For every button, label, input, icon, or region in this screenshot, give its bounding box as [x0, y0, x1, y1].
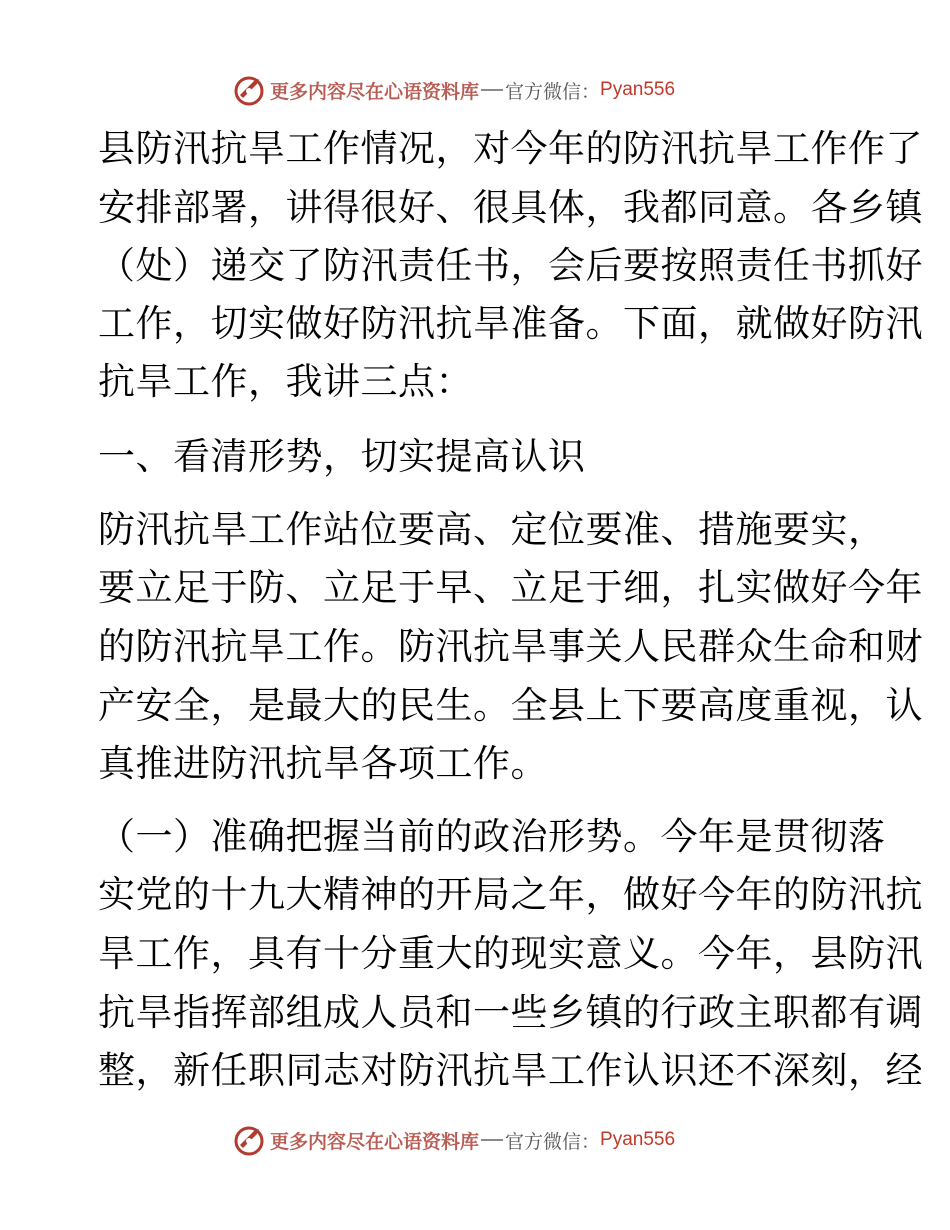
header-banner [232, 70, 732, 110]
body-line: 真推进防汛抗旱各项工作。 [98, 742, 548, 785]
body-line: （一）准确把握当前的政治形势。今年是贯彻落 [98, 815, 886, 858]
contact-label: 官方微信： [505, 1130, 601, 1153]
body-line: 要立足于防、立足于早、立足于细，扎实做好今年 [98, 566, 923, 609]
brand-logo-icon [232, 1123, 266, 1157]
body-line: 产安全，是最大的民生。全县上下要高度重视，认 [98, 684, 923, 727]
body-line: 实党的十九大精神的开局之年，做好今年的防汛抗 [98, 873, 923, 916]
body-line: 的防汛抗旱工作。防汛抗旱事关人民群众生命和财 [98, 625, 923, 668]
footer-banner [232, 1120, 732, 1160]
body-line: 安排部署，讲得很好、很具体，我都同意。各乡镇 [98, 186, 923, 229]
body-line: 旱工作，具有十分重大的现实意义。今年，县防汛 [98, 932, 923, 975]
body-line: 整，新任职同志对防汛抗旱工作认识还不深刻，经 [98, 1049, 923, 1092]
section-heading: 一、看清形势，切实提高认识 [98, 435, 586, 478]
brand-logo-icon [232, 73, 266, 107]
brand-text: 更多内容尽在心语资料库 [270, 1130, 480, 1153]
body-line: 抗旱工作，我讲三点： [98, 360, 473, 403]
banner-divider [481, 1139, 503, 1141]
brand-text: 更多内容尽在心语资料库 [270, 80, 480, 103]
contact-label: 官方微信： [505, 80, 601, 103]
wechat-id: Pyan556 [600, 79, 676, 100]
banner-divider [481, 89, 503, 91]
wechat-id: Pyan556 [600, 1129, 676, 1150]
body-line: 防汛抗旱工作站位要高、定位要准、措施要实， [98, 508, 886, 551]
body-line: （处）递交了防汛责任书，会后要按照责任书抓好 [98, 244, 923, 287]
body-line: 工作，切实做好防汛抗旱准备。下面，就做好防汛 [98, 302, 923, 345]
body-line: 抗旱指挥部组成人员和一些乡镇的行政主职都有调 [98, 991, 923, 1034]
body-line: 县防汛抗旱工作情况，对今年的防汛抗旱工作作了 [98, 127, 923, 170]
